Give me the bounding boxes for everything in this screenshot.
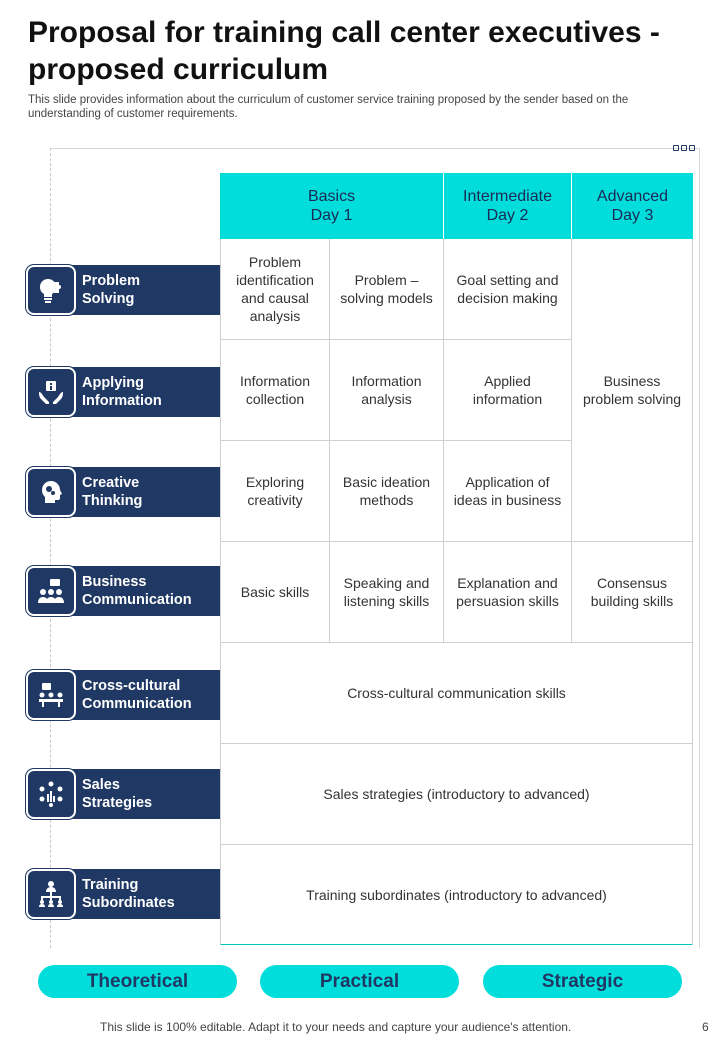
table-cell: Applied information bbox=[444, 340, 572, 441]
column-header-day: Day 3 bbox=[611, 207, 654, 224]
page-title: Proposal for training call center executives - proposed curriculum bbox=[28, 16, 660, 86]
org-hierarchy-icon bbox=[26, 869, 76, 919]
column-header-advanced bbox=[572, 173, 693, 239]
table-cell: Goal setting and decision making bbox=[444, 239, 572, 340]
row-label-sales-strategies bbox=[26, 769, 220, 819]
row-label-text: Business bbox=[82, 574, 147, 590]
lightbulb-puzzle-icon bbox=[26, 265, 76, 315]
row-label-text: Information bbox=[82, 393, 162, 409]
row-label-text: Communication bbox=[82, 696, 192, 712]
row-label-problem-solving bbox=[26, 265, 220, 315]
head-gears-icon bbox=[26, 467, 76, 517]
row-label-text: Training bbox=[82, 877, 139, 893]
table-cell: Basic skills bbox=[221, 542, 330, 643]
row-label-text: Cross-cultural bbox=[82, 678, 181, 694]
column-header-basics bbox=[220, 173, 443, 239]
page-subtitle: This slide provides information about the curriculum of customer service training proposed by the sender based on the understanding of customer requirements. bbox=[28, 94, 629, 120]
pill-theoretical: Theoretical bbox=[38, 965, 237, 998]
table-cell: Explanation and persuasion skills bbox=[444, 542, 572, 643]
row-label-training-subordinates bbox=[26, 869, 220, 919]
pill-strategic: Strategic bbox=[483, 965, 682, 998]
more-options-icon[interactable] bbox=[673, 145, 695, 151]
column-header-title: Basics bbox=[307, 188, 356, 205]
column-header-title: Intermediate bbox=[463, 188, 552, 205]
row-label-business-communication bbox=[26, 566, 220, 616]
meeting-table-icon bbox=[26, 670, 76, 720]
row-label-text: Problem bbox=[82, 273, 141, 289]
team-chat-icon bbox=[26, 566, 76, 616]
row-label-cross-cultural-communication bbox=[26, 670, 220, 720]
table-cell: Cross-cultural communication skills bbox=[221, 643, 693, 744]
row-label-text: Strategies bbox=[82, 795, 153, 811]
row-label-text: Solving bbox=[82, 291, 135, 307]
column-header-day: Day 1 bbox=[310, 207, 353, 224]
row-label-text: Subordinates bbox=[82, 895, 175, 911]
row-label-text: Communication bbox=[82, 592, 192, 608]
pill-practical: Practical bbox=[260, 965, 459, 998]
table-cell: Information collection bbox=[221, 340, 330, 441]
table-cell: Speaking and listening skills bbox=[330, 542, 444, 643]
row-label-applying-information bbox=[26, 367, 220, 417]
table-cell: Problem – solving models bbox=[330, 239, 444, 340]
table-cell: Basic ideation methods bbox=[330, 441, 444, 542]
row-label-text: Sales bbox=[82, 777, 120, 793]
table-cell: Information analysis bbox=[330, 340, 444, 441]
row-label-text: Applying bbox=[82, 375, 145, 391]
table-cell: Application of ideas in business bbox=[444, 441, 572, 542]
column-header-intermediate bbox=[444, 173, 571, 239]
table-cell: Sales strategies (introductory to advanced) bbox=[221, 744, 693, 845]
row-label-text: Creative bbox=[82, 475, 140, 491]
table-cell: Training subordinates (introductory to advanced) bbox=[221, 845, 693, 945]
column-header-day: Day 2 bbox=[486, 207, 529, 224]
table-cell: Consensus building skills bbox=[572, 542, 693, 643]
table-cell: Exploring creativity bbox=[221, 441, 330, 542]
row-label-text: Thinking bbox=[82, 493, 143, 509]
footer-note: This slide is 100% editable. Adapt it to your needs and capture your audience's attention. bbox=[100, 1020, 572, 1034]
table-cell: Business problem solving bbox=[572, 239, 693, 542]
table-cell: Problem identification and causal analysis bbox=[221, 239, 330, 340]
column-header-title: Advanced bbox=[596, 188, 669, 205]
sales-chart-icon bbox=[26, 769, 76, 819]
row-label-creative-thinking bbox=[26, 467, 220, 517]
hands-info-icon bbox=[26, 367, 76, 417]
page-number: 6 bbox=[702, 1020, 709, 1034]
